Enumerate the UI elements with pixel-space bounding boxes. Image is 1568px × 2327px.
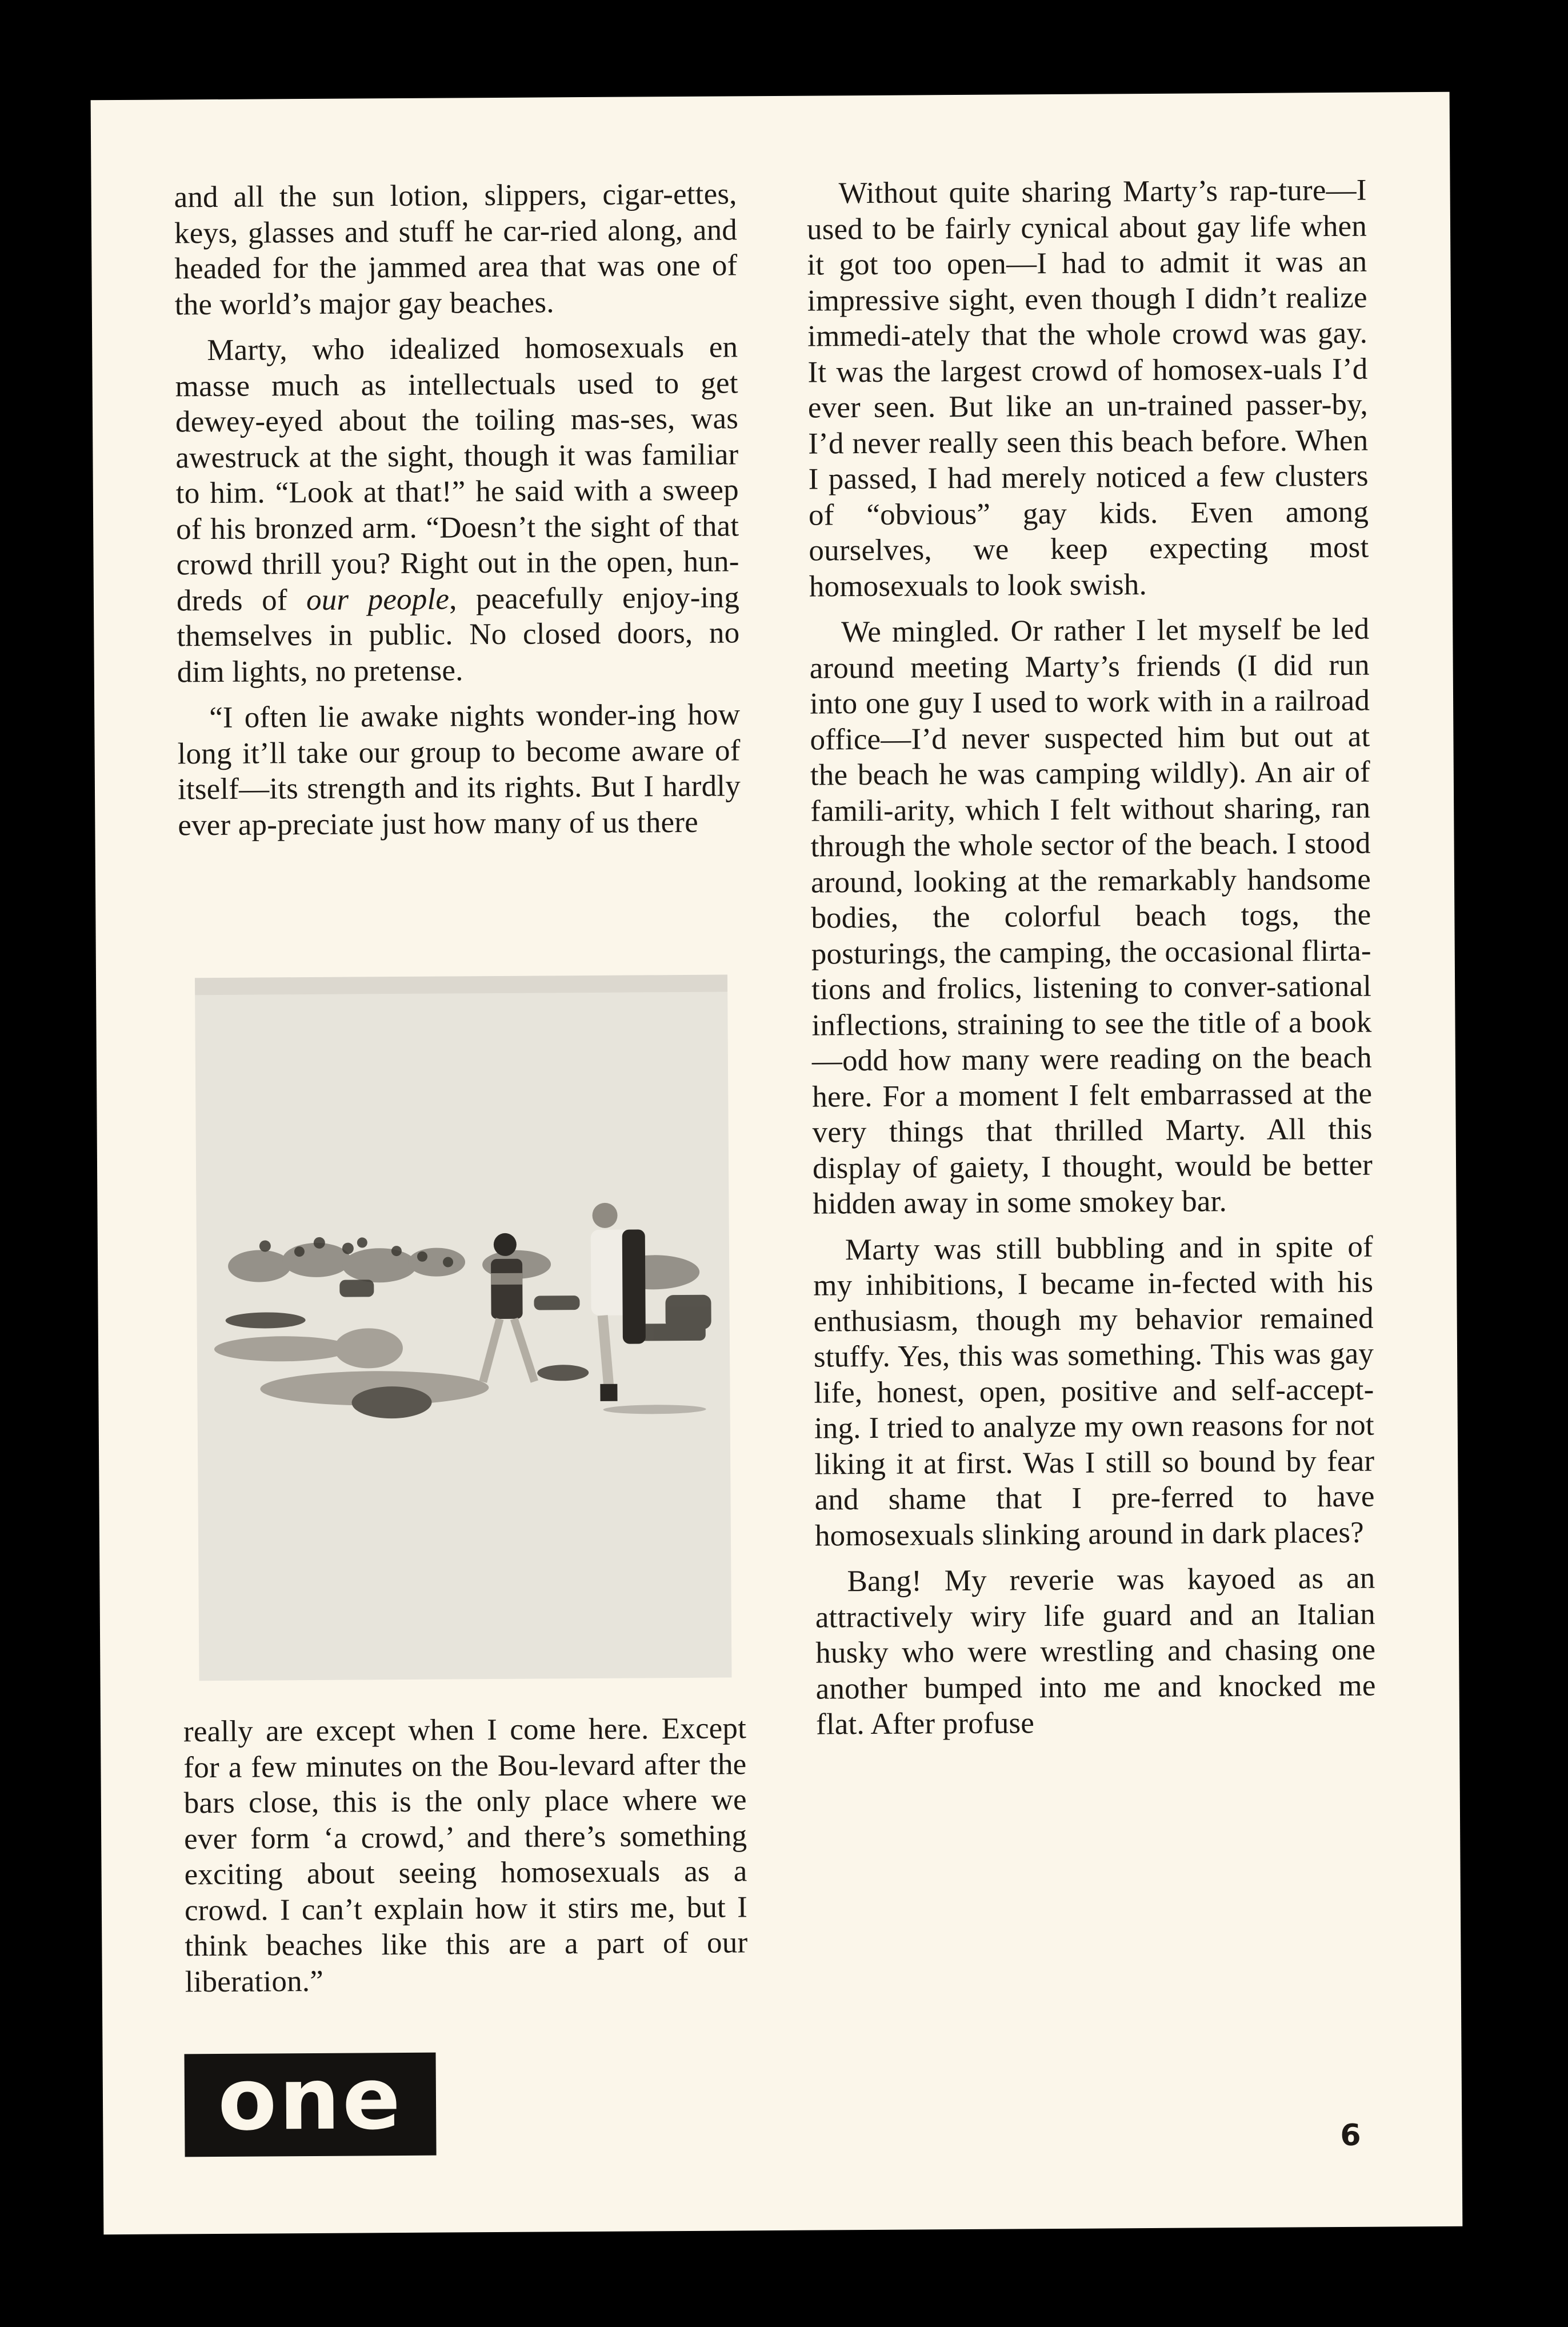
paragraph: really are except when I come here. Except for a few minutes on the Bou-levard after the bars close, this is the only place where we ever form ‘a crowd,’ and there’s something exciting about seeing homosexuals as a crowd. I can’t explain how it stirs me, but I think beaches like this are a part of our liberation.” bbox=[183, 1712, 748, 1998]
paragraph: and all the sun lotion, slippers, cigar-ettes, keys, glasses and stuff he car-ried along, and headed for the jammed area that was one of the world’s major gay beaches. bbox=[174, 177, 738, 321]
paragraph bbox=[175, 329, 740, 690]
paragraph: “I often lie awake nights wonder-ing how long it’ll take our group to become aware of itself—its strength and its rights. But I hardly ever ap-preciate just how many of us there bbox=[177, 698, 741, 842]
italic-phrase: our people bbox=[306, 582, 450, 617]
beach-crowd-photo bbox=[195, 975, 731, 1681]
paragraph-text: , peacefully enjoy-ing themselves in public. No closed doors, no dim lights, no pretense. bbox=[177, 580, 740, 689]
left-column-bottom bbox=[183, 1710, 748, 2010]
page-number: 6 bbox=[1340, 2118, 1361, 2153]
paragraph: Bang! My reverie was kayoed as an attractively wiry life guard and an Italian husky who were wrestling and chasing one another bumped into me and knocked me flat. After profuse bbox=[815, 1561, 1376, 1741]
paragraph: We mingled. Or rather I let myself be led around meeting Marty’s friends (I did run into one guy I used to work with in a railroad office—I’d never suspected him but out at the beach he was camping wildly). An air of famili-arity, which I felt without sharing, ran through the whole sector of the beach. I stood around, looking at the remarkably handsome bodies, the colorful beach togs, the posturings, the camping, the occasional flirta-tions and frolics, listening to conver-sational inflections, straining to see the title of a book—odd how many were reading on the beach here. For a moment I felt embarrassed at the very things that thrilled Marty. All this display of gaiety, I thought, would be better hidden away in some smokey bar. bbox=[809, 612, 1373, 1221]
photo-illustration bbox=[195, 975, 731, 1681]
paragraph-text: Marty, who idealized homosexuals en masse much as intellectuals used to get dewey-eyed about the toiling mas-ses, was awestruck at the sight, though it was familiar to him. “Look at that!” he said with a sweep of his bronzed arm. “Doesn’t the sight of that crowd thrill you? Right out in the open, hun-dreds of bbox=[175, 330, 739, 617]
left-column-top bbox=[174, 176, 741, 853]
paragraph: Marty was still bubbling and in spite of my inhibitions, I became in-fected with his enthusiasm, though my behavior remained stuffy. Yes, this was something. This was gay life, honest, open, positive and self-accept-ing. I tried to analyze my own reasons for not liking it at first. Was I still so bound by fear and shame that I pre-ferred to have homosexuals slinking around in dark places? bbox=[813, 1230, 1375, 1553]
magazine-page bbox=[91, 92, 1463, 2234]
logo-text: one bbox=[217, 2049, 403, 2150]
right-column bbox=[806, 173, 1376, 1753]
paragraph: Without quite sharing Marty’s rap-ture—I used to be fairly cynical about gay life when it got too open—I had to admit it was an impressive sight, even though I didn’t realize immedi-ately that the whole crowd was gay. It was the largest crowd of homosex-uals I’d ever seen. But like an un-trained passer-by, I’d never really seen this beach before. When I passed, I had merely noticed a few clusters of “obvious” gay kids. Even among ourselves, we keep expecting most homosexuals to look swish. bbox=[806, 173, 1369, 603]
one-magazine-logo bbox=[185, 2049, 437, 2157]
